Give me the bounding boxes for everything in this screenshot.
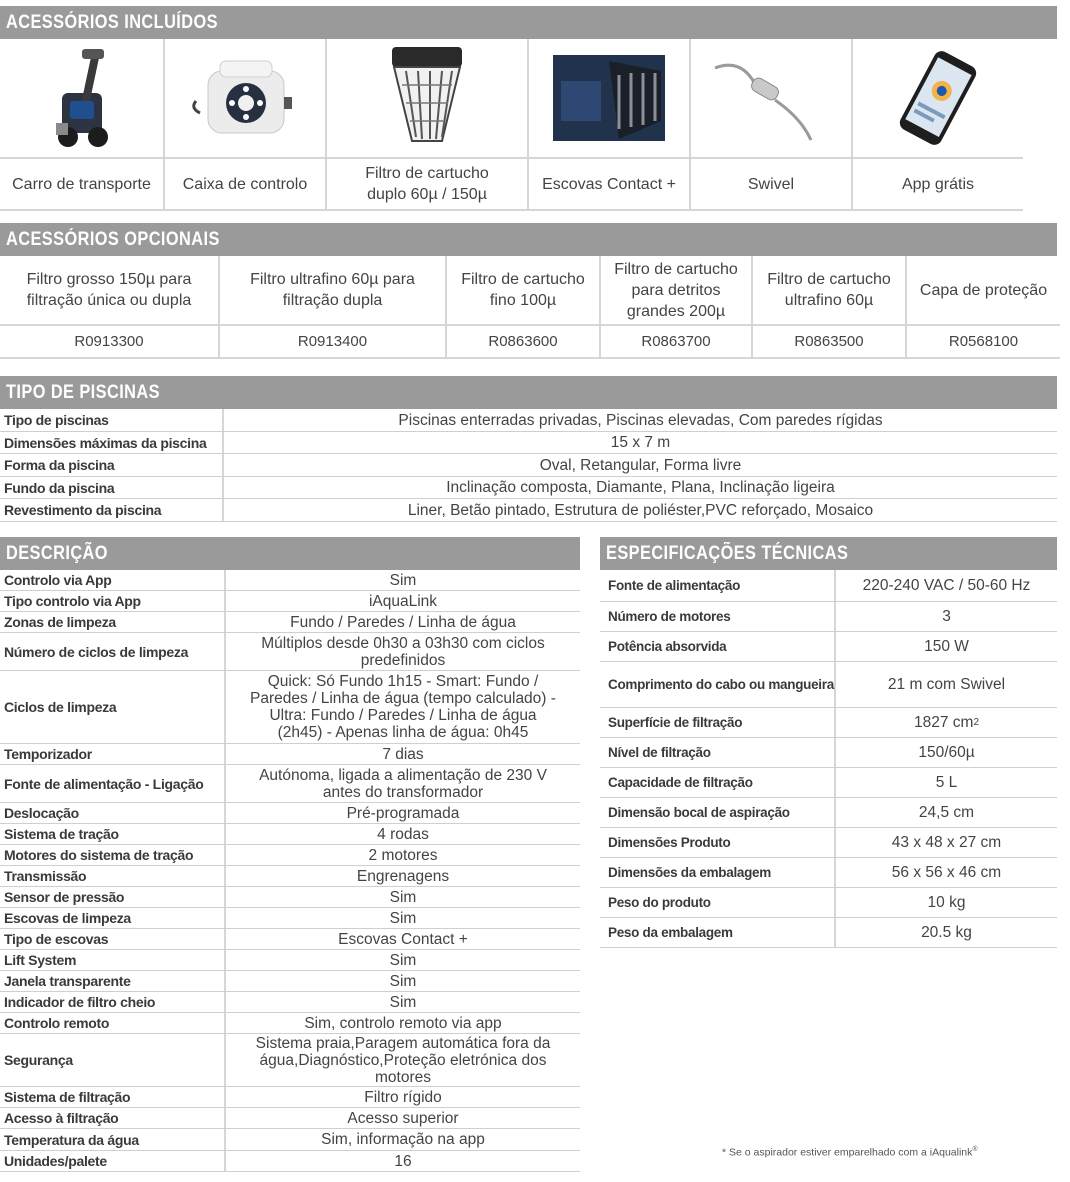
description-row-value xyxy=(226,1013,580,1033)
description-row-value xyxy=(226,671,580,743)
description-row-label: Sistema de tração xyxy=(0,824,226,844)
pools-row-value-text: Piscinas enterradas privadas, Piscinas elevadas, Com paredes rígidas xyxy=(398,411,883,429)
included-header: ACESSÓRIOS INCLUÍDOS xyxy=(0,6,1057,39)
description-row-value xyxy=(226,929,580,949)
pools-header: TIPO DE PISCINAS xyxy=(0,376,1057,409)
description-row-label: Motores do sistema de tração xyxy=(0,845,226,865)
description-row xyxy=(0,971,580,992)
description-row-label: Unidades/palete xyxy=(0,1151,226,1171)
description-row-value-text: Escovas Contact + xyxy=(338,930,468,948)
description-row-value xyxy=(226,612,580,632)
specs-row-label: Fonte de alimentação xyxy=(600,570,836,601)
description-row-label: Controlo remoto xyxy=(0,1013,226,1033)
optional-item-code: R0863600 xyxy=(447,326,599,359)
description-row-value-text: 16 xyxy=(394,1152,412,1170)
optional-item-code: R0913300 xyxy=(0,326,218,359)
description-row-label: Temperatura da água xyxy=(0,1129,226,1150)
description-row-label: Segurança xyxy=(0,1034,226,1086)
specs-row-label: Capacidade de filtração xyxy=(600,768,836,797)
description-row xyxy=(0,591,580,612)
specs-row-value xyxy=(836,768,1057,797)
pools-row-value xyxy=(224,477,1057,498)
specs-row xyxy=(600,828,1057,858)
description-row xyxy=(0,1108,580,1129)
specs-table xyxy=(600,570,1057,948)
optional-header: ACESSÓRIOS OPCIONAIS xyxy=(0,223,1057,256)
included-item-label: App grátis xyxy=(853,157,1023,211)
specs-row-value xyxy=(836,828,1057,857)
description-row-value xyxy=(226,950,580,970)
pools-row xyxy=(0,454,1057,477)
included-item-label: Escovas Contact + xyxy=(529,157,689,211)
specs-row-value xyxy=(836,738,1057,767)
description-row xyxy=(0,612,580,633)
description-row-value-text: iAquaLink xyxy=(368,592,438,610)
specs-row-value xyxy=(836,858,1057,887)
description-row-label: Zonas de limpeza xyxy=(0,612,226,632)
description-row xyxy=(0,1013,580,1034)
description-row-value-text: Sim, controlo remoto via app xyxy=(304,1014,502,1032)
optional-section xyxy=(0,223,1057,359)
description-row-value-text: Sim xyxy=(389,571,417,589)
description-row-value-text: 7 dias xyxy=(382,745,424,763)
description-row xyxy=(0,1129,580,1151)
specs-row xyxy=(600,738,1057,768)
specs-row-value-text: 10 kg xyxy=(927,894,966,911)
pools-table xyxy=(0,409,1057,522)
description-row-value xyxy=(226,845,580,865)
specs-row-value-text: 150/60µ xyxy=(918,744,975,761)
smartphone-app-icon xyxy=(853,39,1023,157)
description-row-value xyxy=(226,1129,580,1150)
pools-row-value-text: Inclinação composta, Diamante, Plana, Inclinação ligeira xyxy=(446,479,835,496)
caddy-icon xyxy=(0,39,163,157)
specs-row-label: Potência absorvida xyxy=(600,632,836,661)
description-row-value xyxy=(226,992,580,1012)
specs-row xyxy=(600,918,1057,948)
specs-row-value-text: 24,5 cm xyxy=(918,804,975,821)
registered-mark: ® xyxy=(972,1146,978,1153)
footnote xyxy=(722,1146,978,1159)
description-row-value-text: Sim xyxy=(389,888,417,906)
optional-item-label: Filtro ultrafino 60µ para filtração dupla xyxy=(220,256,445,326)
description-row-value-text: Sim xyxy=(389,993,417,1011)
included-item-label: Caixa de controlo xyxy=(165,157,325,211)
description-row-value xyxy=(226,1151,580,1171)
specs-row-value xyxy=(836,708,1057,737)
description-row xyxy=(0,845,580,866)
cartridge-filter-icon xyxy=(327,39,527,157)
specs-row-value-text: 3 xyxy=(942,608,951,625)
brushes-icon xyxy=(529,39,689,157)
description-row-label: Ciclos de limpeza xyxy=(0,671,226,743)
description-row xyxy=(0,908,580,929)
included-item-label: Swivel xyxy=(691,157,851,211)
description-row xyxy=(0,950,580,971)
description-row-label: Controlo via App xyxy=(0,570,226,590)
optional-item-code: R0863500 xyxy=(753,326,905,359)
description-row-value xyxy=(226,591,580,611)
included-section xyxy=(0,6,1057,211)
control-box-icon xyxy=(165,39,325,157)
description-row xyxy=(0,803,580,824)
specs-row-value-text: 1827 cm xyxy=(913,714,974,731)
pools-row xyxy=(0,499,1057,522)
specs-header: ESPECIFICAÇÕES TÉCNICAS xyxy=(600,537,1057,570)
description-row-value xyxy=(226,971,580,991)
specs-row-value xyxy=(836,570,1057,601)
description-row-label: Acesso à filtração xyxy=(0,1108,226,1128)
specs-row-value-text: 220-240 VAC / 50-60 Hz xyxy=(862,577,1031,594)
included-grid xyxy=(0,39,1057,211)
description-row xyxy=(0,570,580,591)
optional-item-code: R0568100 xyxy=(907,326,1060,359)
description-row-value xyxy=(226,633,580,670)
specs-row-value xyxy=(836,888,1057,917)
description-row xyxy=(0,765,580,803)
swivel-cable-icon xyxy=(691,39,851,157)
optional-item-code: R0863700 xyxy=(601,326,751,359)
pools-row-value xyxy=(224,454,1057,476)
pools-row xyxy=(0,409,1057,432)
description-row-label: Lift System xyxy=(0,950,226,970)
description-row-value-text: Sim, informação na app xyxy=(321,1131,485,1148)
specs-row-label: Dimensão bocal de aspiração xyxy=(600,798,836,827)
pools-row-value xyxy=(224,432,1057,453)
description-section xyxy=(0,537,580,1172)
pools-row xyxy=(0,477,1057,499)
description-row-value-text: Sim xyxy=(389,951,417,969)
description-row xyxy=(0,671,580,744)
description-row-value xyxy=(226,1087,580,1107)
optional-item-label: Filtro de cartucho ultrafino 60µ xyxy=(753,256,905,326)
pools-row-label: Fundo da piscina xyxy=(0,477,224,498)
specs-row xyxy=(600,662,1057,708)
description-row-value-text: 4 rodas xyxy=(377,825,429,843)
description-row-label: Transmissão xyxy=(0,866,226,886)
specs-row xyxy=(600,888,1057,918)
description-row-value-text: Pré-programada xyxy=(346,804,460,822)
description-row xyxy=(0,633,580,671)
specs-row xyxy=(600,602,1057,632)
description-row xyxy=(0,824,580,845)
specs-row-label: Número de motores xyxy=(600,602,836,631)
description-row-value xyxy=(226,1108,580,1128)
pools-row-value xyxy=(224,499,1057,521)
pools-row-label: Tipo de piscinas xyxy=(0,409,224,431)
specs-row xyxy=(600,570,1057,602)
description-table xyxy=(0,570,580,1172)
description-row-value xyxy=(226,803,580,823)
specs-row-label: Peso do produto xyxy=(600,888,836,917)
specs-row xyxy=(600,768,1057,798)
description-row-value-text: Fundo / Paredes / Linha de água xyxy=(290,613,516,631)
description-row xyxy=(0,992,580,1013)
specs-row-label: Comprimento do cabo ou mangueira xyxy=(600,662,836,707)
specs-row-value xyxy=(836,602,1057,631)
description-row-label: Janela transparente xyxy=(0,971,226,991)
description-row-label: Deslocação xyxy=(0,803,226,823)
specs-row-value xyxy=(836,918,1057,947)
specs-row-value-text: 56 x 56 x 46 cm xyxy=(891,864,1002,881)
description-row-label: Sistema de filtração xyxy=(0,1087,226,1107)
pools-row-value-text: Oval, Retangular, Forma livre xyxy=(539,456,742,474)
description-row xyxy=(0,887,580,908)
description-row-value-text: Múltiplos desde 0h30 a 03h30 com ciclos predefinidos xyxy=(261,634,545,669)
pools-row-value-text: Liner, Betão pintado, Estrutura de poliéster,PVC reforçado, Mosaico xyxy=(407,501,874,519)
description-row-label: Tipo controlo via App xyxy=(0,591,226,611)
included-item-label: Filtro de cartucho duplo 60µ / 150µ xyxy=(327,157,527,211)
description-row-label: Número de ciclos de limpeza xyxy=(0,633,226,670)
optional-item-label: Capa de proteção xyxy=(907,256,1060,326)
specs-row-value-text: 150 W xyxy=(924,638,969,655)
description-row-label: Indicador de filtro cheio xyxy=(0,992,226,1012)
description-row-value xyxy=(226,908,580,928)
specs-row-label: Nível de filtração xyxy=(600,738,836,767)
description-row-value xyxy=(226,744,580,764)
description-row-value-text: Autónoma, ligada a alimentação de 230 V antes do transformador xyxy=(259,766,547,801)
optional-item-code: R0913400 xyxy=(220,326,445,359)
specs-row-label: Superfície de filtração xyxy=(600,708,836,737)
description-row-value-text: Quick: Só Fundo 1h15 - Smart: Fundo / Paredes / Linha de água (tempo calculado) - Ultra: Fundo / Paredes / Linha de água (2h45) - Apenas linha de água: 0h45 xyxy=(250,673,556,741)
specs-row xyxy=(600,798,1057,828)
specs-row-value xyxy=(836,662,1057,707)
pools-row-label: Revestimento da piscina xyxy=(0,499,224,521)
description-row-label: Temporizador xyxy=(0,744,226,764)
specs-row xyxy=(600,708,1057,738)
description-row xyxy=(0,1087,580,1108)
description-header: DESCRIÇÃO xyxy=(0,537,580,570)
description-row xyxy=(0,929,580,950)
description-row-value-text: Acesso superior xyxy=(347,1109,459,1127)
footnote-text: * Se o aspirador estiver emparelhado com a iAqualink xyxy=(722,1146,973,1159)
optional-grid xyxy=(0,256,1057,359)
specs-row xyxy=(600,632,1057,662)
description-row-value-text: Sim xyxy=(389,972,417,990)
specs-row-value xyxy=(836,798,1057,827)
description-row-value xyxy=(226,866,580,886)
included-item-label: Carro de transporte xyxy=(0,157,163,211)
description-row xyxy=(0,1034,580,1087)
pools-section xyxy=(0,376,1057,522)
pools-row-value xyxy=(224,409,1057,431)
pools-row xyxy=(0,432,1057,454)
description-row-label: Tipo de escovas xyxy=(0,929,226,949)
pools-row-value-text: 15 x 7 m xyxy=(610,434,671,451)
description-row-label: Fonte de alimentação - Ligação xyxy=(0,765,226,802)
description-row-value xyxy=(226,570,580,590)
optional-item-label: Filtro de cartucho fino 100µ xyxy=(447,256,599,326)
description-row-value-text: 2 motores xyxy=(368,846,438,864)
specs-row-label: Peso da embalagem xyxy=(600,918,836,947)
specs-row-label: Dimensões da embalagem xyxy=(600,858,836,887)
description-row xyxy=(0,744,580,765)
pools-row-label: Forma da piscina xyxy=(0,454,224,476)
specs-row-value xyxy=(836,632,1057,661)
optional-item-label: Filtro de cartucho para detritos grandes 200µ xyxy=(601,256,751,326)
description-row-value xyxy=(226,765,580,802)
specs-row-label: Dimensões Produto xyxy=(600,828,836,857)
description-row-value-text: Sistema praia,Paragem automática fora da água,Diagnóstico,Proteção eletrónica dos motores xyxy=(255,1034,551,1086)
specs-row-value-text: 5 L xyxy=(935,774,958,791)
specs-row-value-text: 20.5 kg xyxy=(921,924,972,941)
specs-row-value-text: 43 x 48 x 27 cm xyxy=(891,834,1002,851)
specs-row-value-text: 21 m com Swivel xyxy=(887,676,1006,693)
optional-item-label: Filtro grosso 150µ para filtração única ou dupla xyxy=(0,256,218,326)
description-row-value-text: Sim xyxy=(389,909,417,927)
superscript: 2 xyxy=(973,717,979,728)
description-row-value-text: Filtro rígido xyxy=(364,1088,442,1106)
description-row-value xyxy=(226,1034,580,1086)
description-row-value xyxy=(226,824,580,844)
description-row-value xyxy=(226,887,580,907)
description-row-label: Sensor de pressão xyxy=(0,887,226,907)
description-row-value-text: Engrenagens xyxy=(356,867,450,885)
description-row xyxy=(0,866,580,887)
description-row xyxy=(0,1151,580,1172)
description-row-label: Escovas de limpeza xyxy=(0,908,226,928)
pools-row-label: Dimensões máximas da piscina xyxy=(0,432,224,453)
specs-section xyxy=(600,537,1057,948)
specs-row xyxy=(600,858,1057,888)
